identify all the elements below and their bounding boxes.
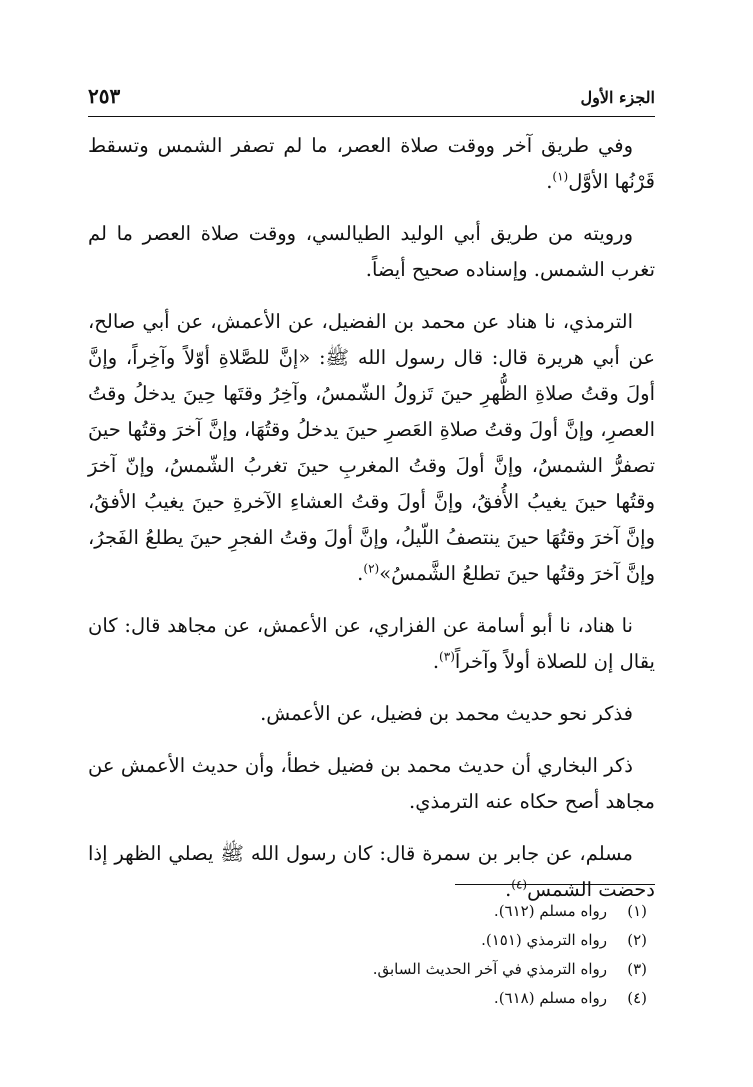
paragraph: نا هناد، نا أبو أسامة عن الفزاري، عن الأعمش، عن مجاهد قال: كان يقال إن للصلاة أولاً وآخراً$^{(٣)}$. [88, 614, 655, 673]
paragraph: الترمذي، نا هناد عن محمد بن الفضيل، عن الأعمش، عن أبي صالح، عن أبي هريرة قال: قال رسول الله ﷺ: «إنَّ للصَّلاةِ أوّلاً وآخِراً، وإنَّ أولَ وقتُ صلاةِ الظُّهرِ حينَ تَزولُ الشّمسُ، وآخِرُ وقتَها حِينَ يدخلُ وقتُ العصرِ، وإنَّ أولَ وقتُ صلاةِ العَصرِ حينَ يدخلُ وقتُهَا، وإنَّ آخرَ وقتُها حينَ تصفرُّ الشمسُ، وإنَّ أولَ وقتُ المغربِ حينَ تغربُ الشّمسُ، وإنّ آخرَ وقتُها حينَ يغيبُ الأُفقُ، وإنَّ أولَ وقتُ العشاءِ الآخرةِ حينَ يغيبُ الأفقُ، وإنَّ آخرَ وقتُهَا حينَ ينتصفُ اللّيلُ، وإنَّ أولَ وقتُ الفجرِ حينَ يطلعُ الفَجرُ، وإنَّ آخرَ وقتُها حينَ تطلعُ الشَّمسُ»$^{(٢)}$. [88, 310, 655, 585]
footnote-text: رواه مسلم (٦١٢). [493, 902, 607, 920]
footnote-item [88, 926, 655, 955]
main-text [88, 128, 655, 924]
footnotes [88, 897, 655, 1013]
footnote-text: رواه الترمذي في آخر الحديث السابق. [372, 960, 607, 978]
footnote-text: رواه الترمذي (١٥١). [481, 931, 607, 949]
footnote-item [88, 955, 655, 984]
footnote-number: (٢) [627, 931, 647, 949]
paragraph: ذكر البخاري أن حديث محمد بن فضيل خطأ، وأن حديث الأعمش عن مجاهد أصح حكاه عنه الترمذي. [88, 754, 655, 813]
footnote-number: (١) [627, 902, 647, 920]
paragraph: مسلم، عن جابر بن سمرة قال: كان رسول الله ﷺ يصلي الظهر إذا دحضت الشمس$^{(٤)}$. [88, 842, 655, 901]
page-number: ٢٥٣ [88, 84, 121, 108]
footnote-item [88, 984, 655, 1013]
footnote-ref: (١) [552, 169, 569, 184]
footnote-ref: (٣) [439, 649, 455, 664]
paragraph: ورويته من طريق أبي الوليد الطيالسي، ووقت صلاة العصر ما لم تغرب الشمس. وإسناده صحيح أيضاً. [88, 222, 655, 281]
footnote-item [88, 897, 655, 926]
footnote-text: رواه مسلم (٦١٨). [493, 989, 607, 1007]
footnote-rule [455, 884, 655, 885]
page-header [88, 84, 655, 108]
paragraph: وفي طريق آخر ووقت صلاة العصر، ما لم تصفر الشمس وتسقط قَرْنُها الأوَّل$^{(١)}$. [88, 134, 655, 193]
footnote-ref: (٢) [363, 561, 380, 576]
header-rule [88, 116, 655, 117]
footnote-number: (٤) [627, 989, 647, 1007]
footnote-number: (٣) [627, 960, 647, 978]
running-title: الجزء الأول [580, 88, 655, 107]
paragraph: فذكر نحو حديث محمد بن فضيل، عن الأعمش. [260, 702, 633, 725]
footnote-ref: (٤) [511, 877, 528, 892]
